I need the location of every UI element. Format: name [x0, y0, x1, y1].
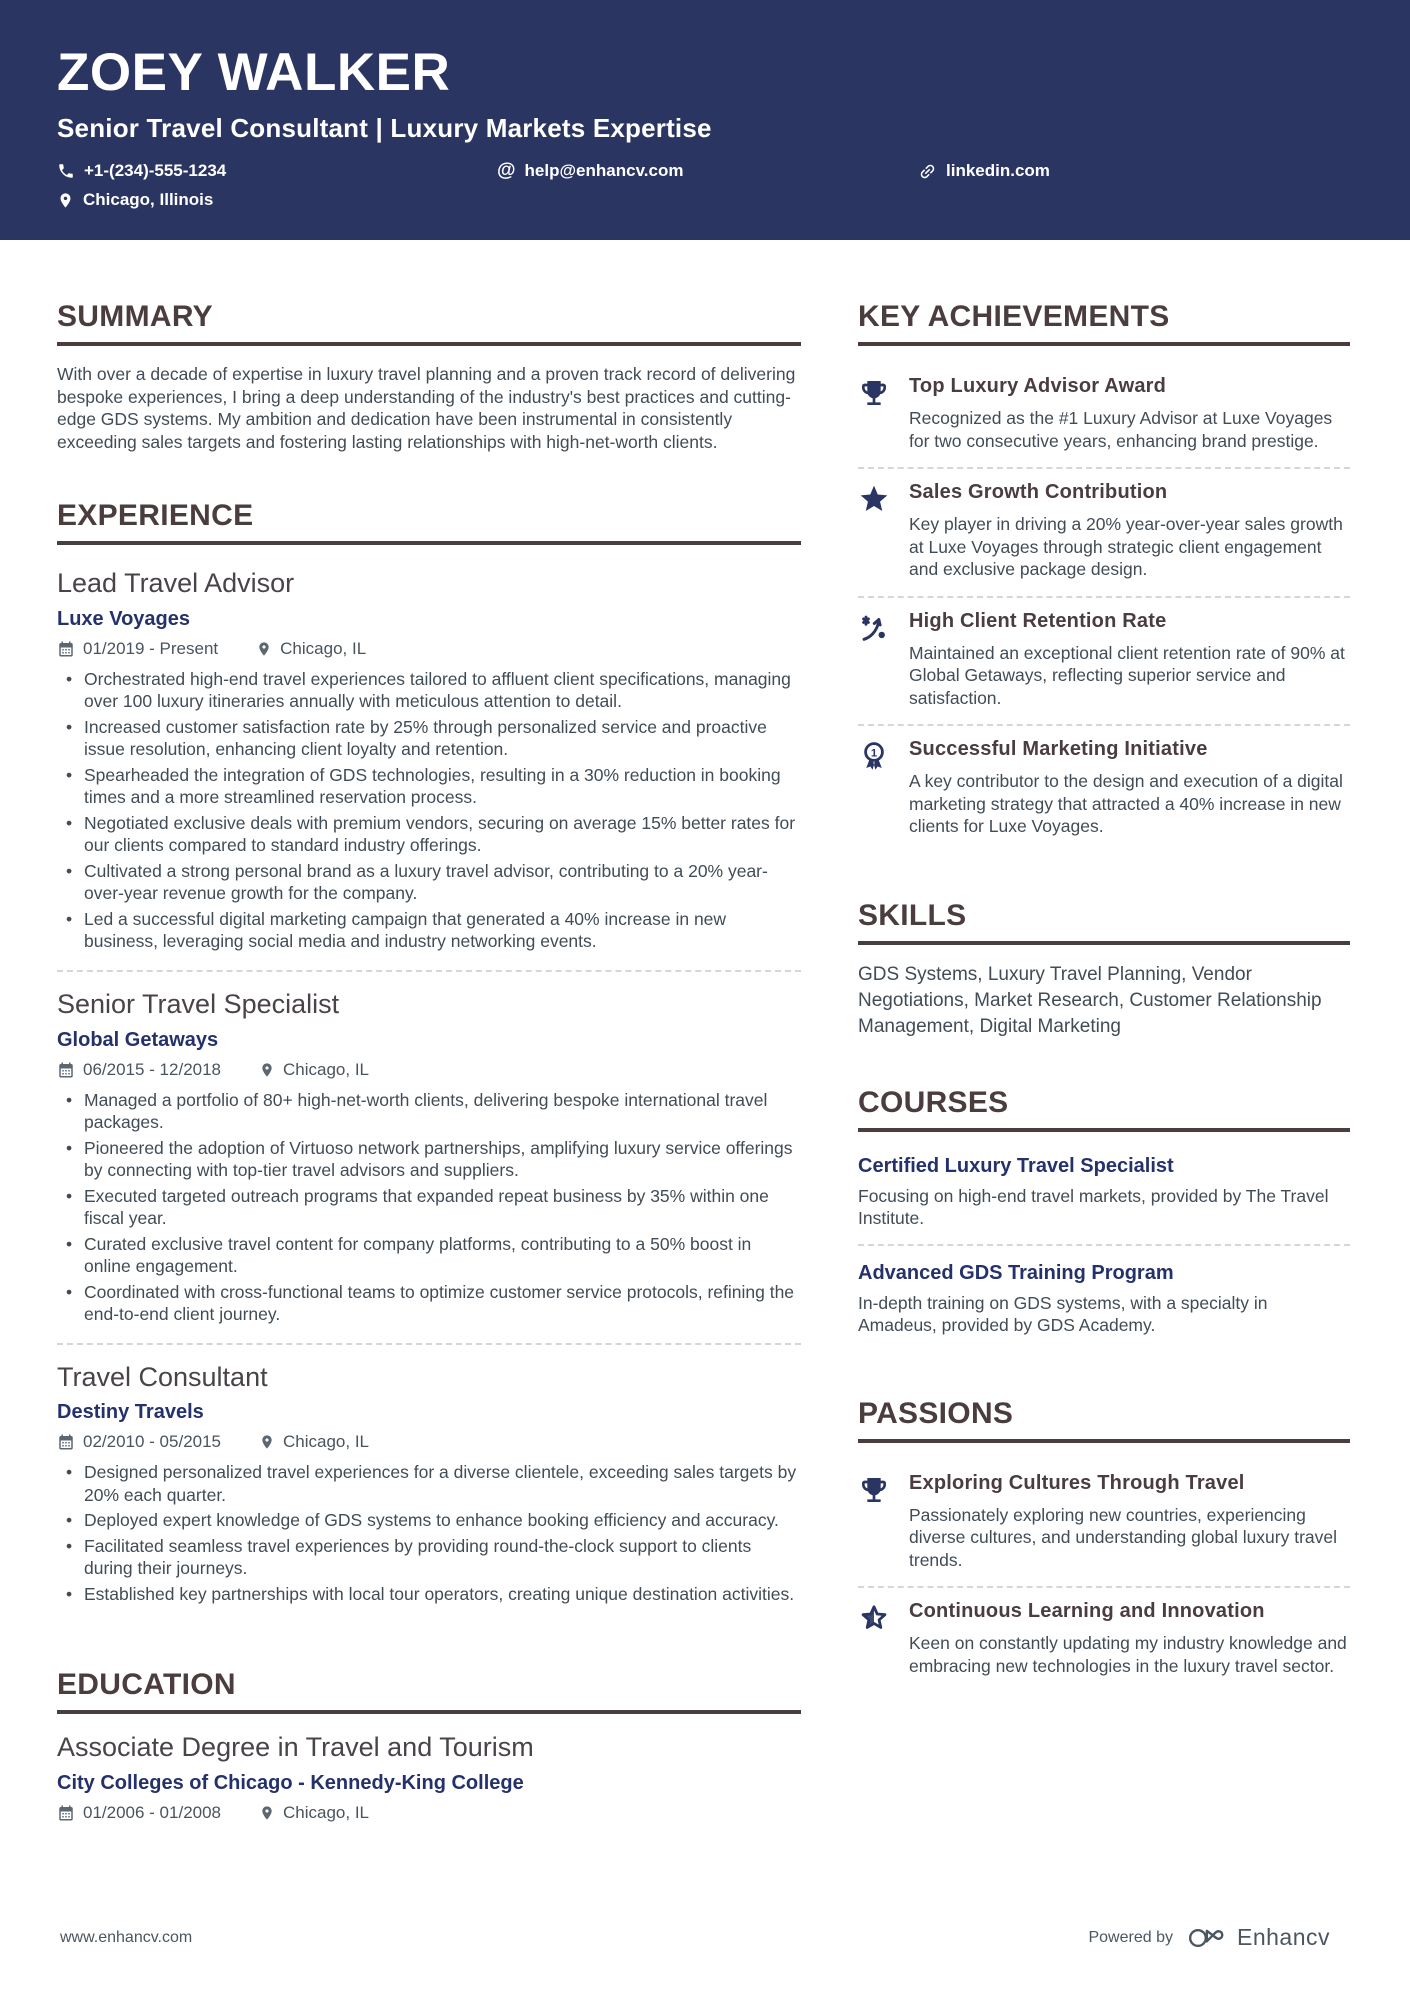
course-item — [858, 1149, 1350, 1246]
calendar-icon — [57, 1061, 75, 1079]
date-range — [57, 1803, 221, 1823]
footer-site-link[interactable]: www.enhancv.com — [60, 1928, 193, 1946]
passion-item — [858, 1460, 1350, 1589]
education-location — [259, 1803, 369, 1823]
left-column — [57, 240, 801, 1823]
main-content — [0, 240, 1410, 1823]
achievement-item — [858, 598, 1350, 727]
courses-section — [858, 1086, 1350, 1351]
powered-by — [1088, 1924, 1330, 1951]
footer — [0, 1924, 1410, 1951]
education-heading: EDUCATION — [57, 1668, 801, 1714]
achievements-section — [858, 300, 1350, 853]
experience-section — [57, 499, 801, 1622]
date-range — [57, 1060, 221, 1080]
bullet-item: • Facilitated seamless travel experiences by providing round-the-clock support to clients during their journeys. — [57, 1535, 801, 1580]
achievement-title: Sales Growth Contribution — [909, 481, 1168, 503]
job-title: Lead Travel Advisor — [57, 568, 295, 598]
calendar-icon — [57, 640, 75, 658]
link-icon — [918, 162, 937, 181]
degree-title: Associate Degree in Travel and Tourism — [57, 1732, 534, 1763]
phone-number: +1-(234)-555-1234 — [84, 161, 227, 181]
enhancv-logo-icon — [1187, 1925, 1229, 1951]
trophy-icon — [858, 1474, 890, 1506]
achievement-text: A key contributor to the design and execution of a digital marketing strategy that attracted a 40% increase in new clients for Luxe Voyages. — [909, 771, 1343, 836]
job-meta — [57, 639, 801, 659]
location-pin-icon — [259, 1062, 275, 1078]
job-entry — [57, 1343, 801, 1623]
course-title: Certified Luxury Travel Specialist — [858, 1154, 1174, 1177]
job-location — [259, 1432, 369, 1452]
calendar-icon — [57, 1804, 75, 1822]
passion-text: Passionately exploring new countries, experiencing diverse cultures, and understanding global luxury travel trends. — [909, 1504, 1338, 1570]
phone-icon — [57, 162, 75, 180]
education-section — [57, 1668, 801, 1823]
header — [0, 0, 1410, 240]
trophy-icon — [858, 377, 890, 409]
link-text: linkedin.com — [946, 161, 1050, 181]
bullet-item: • Designed personalized travel experiences for a diverse clientele, exceeding sales targets by 20% each quarter. — [57, 1461, 801, 1506]
brand-link[interactable] — [1187, 1924, 1330, 1951]
medal-icon — [858, 740, 890, 772]
bullet-item: • Spearheaded the integration of GDS technologies, resulting in a 30% reduction in booking times and a more streamlined reservation process. — [57, 764, 801, 809]
achievement-title: High Client Retention Rate — [909, 609, 1167, 632]
passions-heading: PASSIONS — [858, 1397, 1350, 1443]
job-bullets — [57, 1461, 801, 1605]
location-text: Chicago, IL — [280, 638, 367, 658]
bullet-item: • Led a successful digital marketing campaign that generated a 40% increase in new business, leveraging social media and industry networking events. — [57, 908, 801, 953]
course-item — [858, 1256, 1350, 1351]
date-text: 01/2019 - Present — [83, 638, 219, 658]
bullet-item: • Pioneered the adoption of Virtuoso network partnerships, amplifying luxury service offerings by connecting with top-tier travel advisors and suppliers. — [57, 1137, 801, 1182]
location-text: Chicago, Illinois — [83, 190, 214, 210]
courses-heading: COURSES — [858, 1086, 1350, 1132]
course-text: Focusing on high-end travel markets, provided by The Travel Institute. — [858, 1185, 1329, 1228]
star-outline-icon — [858, 1602, 890, 1634]
bullet-item: • Cultivated a strong personal brand as a luxury travel advisor, contributing to a 20% year-over-year revenue growth for the company. — [57, 860, 801, 905]
bullet-item: • Executed targeted outreach programs that expanded repeat business by 35% within one fiscal year. — [57, 1185, 801, 1230]
strategy-icon — [858, 612, 890, 644]
email-contact[interactable] — [497, 160, 918, 182]
location-text: Chicago, IL — [283, 1432, 370, 1452]
email-address: help@enhancv.com — [524, 161, 684, 181]
job-title: Senior Travel Specialist — [57, 988, 340, 1019]
calendar-icon — [57, 1433, 75, 1451]
phone-contact[interactable] — [57, 160, 497, 182]
experience-heading: EXPERIENCE — [57, 499, 801, 545]
achievement-text: Maintained an exceptional client retention rate of 90% at Global Getaways, reflecting superior service and satisfaction. — [909, 642, 1345, 708]
job-meta — [57, 1432, 801, 1452]
summary-text: With over a decade of expertise in luxury travel planning and a proven track record of delivering bespoke experiences, I bring a deep understanding of the industry's best practices and cutting-edge GDS systems. My ambition and dedication have been instrumental in consistently exceeding sales targets and fostering lasting relationships with high-net-worth clients. — [57, 364, 796, 452]
bullet-item: • Managed a portfolio of 80+ high-net-worth clients, delivering bespoke international travel packages. — [57, 1089, 801, 1134]
location-text: Chicago, IL — [283, 1059, 370, 1079]
right-column — [858, 240, 1350, 1823]
link-contact[interactable] — [918, 160, 1348, 182]
location-pin-icon — [259, 1434, 275, 1450]
star-icon — [858, 483, 890, 515]
company-name: Destiny Travels — [57, 1401, 204, 1424]
location-text: Chicago, IL — [283, 1803, 370, 1822]
school-name: City Colleges of Chicago - Kennedy-King College — [57, 1772, 524, 1794]
bullet-item: • Curated exclusive travel content for company platforms, contributing to a 50% boost in online engagement. — [57, 1233, 801, 1278]
person-headline: Senior Travel Consultant | Luxury Markets Expertise — [57, 113, 712, 144]
achievement-text: Recognized as the #1 Luxury Advisor at Luxe Voyages for two consecutive years, enhancing brand prestige. — [909, 408, 1333, 451]
skills-list: GDS Systems, Luxury Travel Planning, Vendor Negotiations, Market Research, Customer Relationship Management, Digital Marketing — [858, 963, 1322, 1037]
achievements-heading: KEY ACHIEVEMENTS — [858, 300, 1350, 346]
job-location — [256, 639, 366, 659]
passion-title: Continuous Learning and Innovation — [909, 1600, 1265, 1622]
date-text: 02/2010 - 05/2015 — [83, 1432, 222, 1452]
bullet-item: • Negotiated exclusive deals with premium vendors, securing on average 15% better rates for our clients compared to standard industry offerings. — [57, 812, 801, 857]
brand-name: Enhancv — [1236, 1924, 1330, 1950]
job-entry — [57, 562, 801, 970]
job-bullets — [57, 1089, 801, 1326]
location-contact — [57, 190, 497, 210]
achievement-title: Successful Marketing Initiative — [909, 738, 1208, 760]
summary-section — [57, 300, 801, 453]
company-name: Global Getaways — [57, 1028, 219, 1051]
bullet-item: • Established key partnerships with local tour operators, creating unique destination activities. — [57, 1583, 801, 1606]
job-bullets — [57, 668, 801, 953]
location-pin-icon — [57, 192, 74, 209]
skills-section — [858, 899, 1350, 1040]
achievement-text: Key player in driving a 20% year-over-year sales growth at Luxe Voyages through strategic client engagement and exclusive package design. — [909, 514, 1343, 579]
passion-item — [858, 1588, 1350, 1692]
date-range — [57, 639, 218, 659]
svg-text:1: 1 — [870, 747, 878, 760]
job-meta — [57, 1060, 801, 1080]
passions-section — [858, 1397, 1350, 1693]
achievement-item — [858, 469, 1350, 598]
passion-text: Keen on constantly updating my industry knowledge and embracing new technologies in the luxury travel sector. — [909, 1633, 1347, 1676]
company-name: Luxe Voyages — [57, 607, 191, 630]
bullet-item: • Coordinated with cross-functional teams to optimize customer service protocols, refining the end-to-end client journey. — [57, 1281, 801, 1326]
summary-heading: SUMMARY — [57, 300, 801, 346]
date-text: 06/2015 - 12/2018 — [83, 1059, 222, 1079]
passion-title: Exploring Cultures Through Travel — [909, 1471, 1245, 1494]
bullet-item: • Orchestrated high-end travel experiences tailored to affluent client specifications, managing over 100 luxury itineraries annually with meticulous attention to detail. — [57, 668, 801, 713]
achievement-title: Top Luxury Advisor Award — [909, 375, 1167, 397]
education-meta — [57, 1803, 801, 1823]
job-title: Travel Consultant — [57, 1361, 268, 1392]
job-location — [259, 1060, 369, 1080]
location-pin-icon — [256, 641, 272, 657]
date-text: 01/2006 - 01/2008 — [83, 1803, 222, 1822]
achievement-item — [858, 726, 1350, 853]
bullet-item: • Increased customer satisfaction rate by 25% through personalized service and proactive issue resolution, enhancing client loyalty and retention. — [57, 716, 801, 761]
skills-heading: SKILLS — [858, 899, 1350, 945]
course-title: Advanced GDS Training Program — [858, 1261, 1174, 1284]
achievement-item — [858, 363, 1350, 469]
contact-bar — [57, 160, 1348, 210]
bullet-item: • Deployed expert knowledge of GDS systems to enhance booking efficiency and accuracy. — [57, 1509, 801, 1532]
job-entry — [57, 970, 801, 1343]
at-icon: @ — [497, 160, 516, 182]
date-range — [57, 1432, 221, 1452]
location-pin-icon — [259, 1805, 275, 1821]
person-name: ZOEY WALKER — [57, 43, 451, 102]
powered-by-label: Powered by — [1088, 1928, 1173, 1946]
course-text: In-depth training on GDS systems, with a specialty in Amadeus, provided by GDS Academy. — [858, 1292, 1268, 1335]
